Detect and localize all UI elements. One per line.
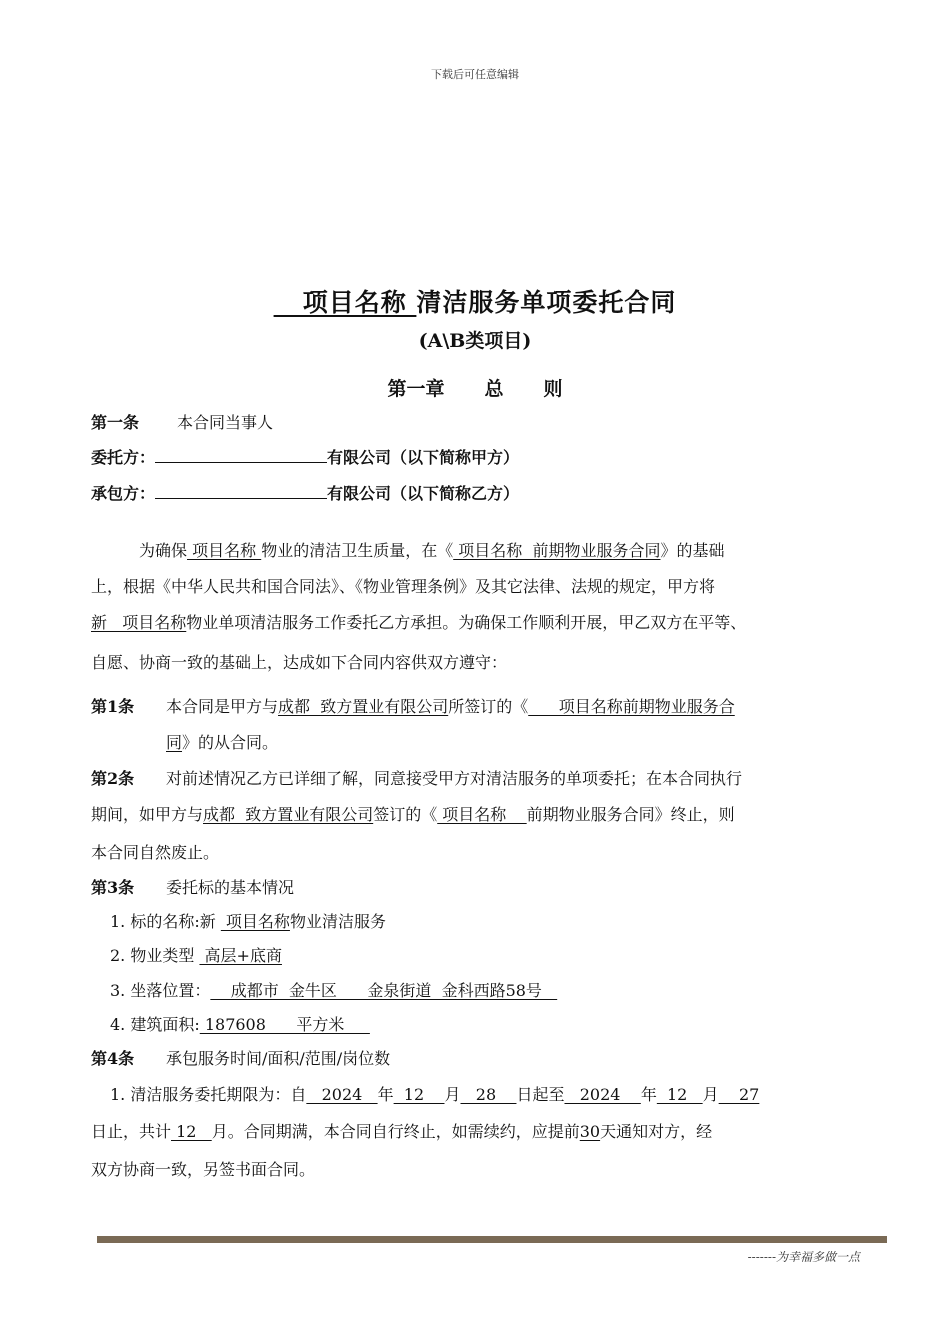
text: 所签订的《	[448, 697, 529, 716]
party-b-suffix: 有限公司（以下简称乙方）	[327, 484, 520, 503]
notice-days: 30	[579, 1122, 601, 1141]
project-name: 项目名称	[220, 912, 290, 931]
text: 年	[377, 1085, 394, 1104]
total-months: 12	[171, 1122, 212, 1141]
text: 物业单项清洁服务工作委托乙方承担。为确保工作顺利开展，甲乙双方在平等、	[186, 613, 747, 632]
company-name: 成都 致方置业有限公司	[203, 805, 374, 824]
text: 月	[444, 1085, 461, 1104]
text: 委托标的基本情况	[166, 878, 295, 897]
article-3-item-1	[110, 909, 386, 932]
text: 期间，如甲方与	[91, 805, 204, 824]
party-a-line	[91, 445, 519, 468]
contract-name: 项目名称前期物业服务合	[528, 697, 735, 716]
text: 2. 物业类型	[110, 946, 200, 965]
chapter-word-2: 则	[543, 378, 563, 400]
text: 物业清洁服务	[289, 912, 386, 931]
preamble-line-2: 上，根据《中华人民共和国合同法》、《物业管理条例》及其它法律、法规的规定，甲方将	[91, 577, 716, 596]
article-4-line-2	[91, 1119, 712, 1142]
preamble-line-3	[91, 610, 746, 633]
company-name: 成都 致方置业有限公司	[278, 697, 449, 716]
start-month: 12	[393, 1085, 445, 1104]
article-number: 第2条	[91, 769, 135, 788]
article-2-line-2	[91, 802, 735, 825]
footer-divider	[97, 1236, 887, 1243]
page-header: 下载后可任意编辑	[431, 68, 519, 81]
text: 月	[702, 1085, 719, 1104]
text: 本合同是甲方与	[166, 697, 279, 716]
text: 日起至	[516, 1085, 565, 1104]
article-parties	[91, 410, 273, 433]
text: 》的基础	[660, 541, 725, 560]
text: 1. 清洁服务委托期限为：自	[110, 1085, 307, 1104]
party-a-suffix: 有限公司（以下简称甲方）	[327, 448, 520, 467]
footer-slogan: -------为幸福多做一点	[747, 1250, 860, 1264]
property-type: 高层+底商	[199, 946, 282, 965]
article-number: 第3条	[91, 878, 135, 897]
preamble-line-1	[139, 538, 725, 561]
article-3	[91, 875, 294, 898]
contract-name-end: 同	[166, 733, 183, 752]
chapter-heading	[0, 374, 950, 401]
text: 1. 标的名称:新	[110, 912, 221, 931]
project-name: 新 项目名称	[91, 613, 187, 632]
start-year: 2024	[306, 1085, 378, 1104]
text: 对前述情况乙方已详细了解，同意接受甲方对清洁服务的单项委托；在本合同执行	[166, 769, 743, 788]
text: 承包服务时间/面积/范围/岗位数	[166, 1049, 391, 1068]
text: 4. 建筑面积:	[110, 1015, 200, 1034]
party-b-blank	[155, 483, 327, 499]
project-name: 项目名称	[187, 541, 262, 560]
end-year: 2024	[564, 1085, 641, 1104]
article-2	[91, 766, 742, 789]
article-number: 第一条	[91, 413, 140, 432]
contract-title	[0, 283, 950, 319]
floor-area: 187608 平方米	[199, 1015, 370, 1034]
article-4-line-3: 双方协商一致，另签书面合同。	[91, 1160, 316, 1179]
article-4-line-1	[110, 1082, 759, 1105]
article-4	[91, 1046, 390, 1069]
text: 月。合同期满，本合同自行终止，如需续约，应提前	[211, 1122, 580, 1141]
title-text: 清洁服务单项委托合同	[416, 288, 677, 317]
end-day: 27	[718, 1085, 760, 1104]
text: 天通知对方，经	[600, 1122, 713, 1141]
location: 成都市 金牛区 金泉街道 金科西路58号	[210, 981, 558, 1000]
text: 为确保	[139, 541, 188, 560]
text: 日止，共计	[91, 1122, 172, 1141]
text: 物业的清洁卫生质量，在《	[261, 541, 454, 560]
party-b-label: 承包方：	[91, 484, 156, 503]
party-a-blank	[155, 447, 327, 463]
chapter-word-1: 总	[484, 378, 504, 400]
article-2-line-3: 本合同自然废止。	[91, 843, 220, 862]
chapter-number: 第一章	[387, 378, 445, 400]
text: 》的从合同。	[182, 733, 279, 752]
article-number: 第4条	[91, 1049, 135, 1068]
article-3-item-3	[110, 978, 557, 1001]
contract-name: 项目名称 前期物业服务合同	[453, 541, 661, 560]
text: 前期物业服务合同》终止，则	[526, 805, 735, 824]
contract-subtitle: (A\B类项目)	[418, 330, 532, 352]
text: 年	[640, 1085, 657, 1104]
article-1	[91, 694, 735, 717]
text: 3. 坐落位置：	[110, 981, 211, 1000]
article-3-item-4	[110, 1012, 370, 1035]
party-b-line	[91, 481, 519, 504]
end-month: 12	[656, 1085, 703, 1104]
preamble-line-4: 自愿、协商一致的基础上，达成如下合同内容供双方遵守：	[91, 653, 508, 672]
article-text: 本合同当事人	[177, 413, 274, 432]
project-name: 项目名称	[437, 805, 527, 824]
article-3-item-2	[110, 943, 282, 966]
article-1-line-2	[166, 730, 278, 753]
title-project-name: 项目名称	[273, 288, 417, 317]
start-day: 28	[460, 1085, 517, 1104]
text: 签订的《	[373, 805, 438, 824]
party-a-label: 委托方：	[91, 448, 156, 467]
article-number: 第1条	[91, 697, 135, 716]
